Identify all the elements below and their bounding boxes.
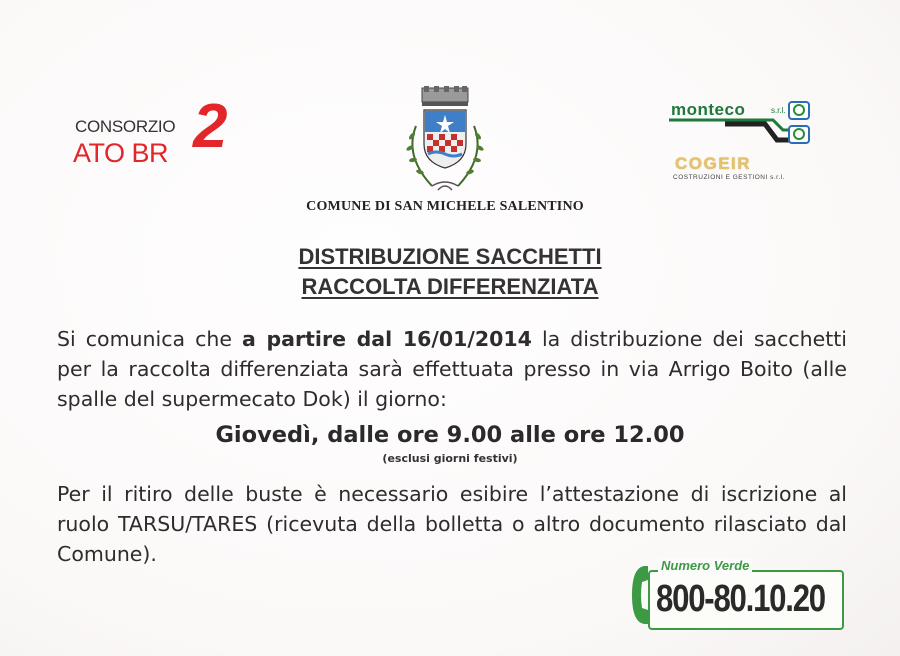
phone-handset-icon [628,562,654,628]
requirements-paragraph: Per il ritiro delle buste è necessario esibire l’attestazione di iscrizione al ruolo TARSU/TARES (ricevuta della bolletta o altro documento rilasciato dal Comune). [57,482,847,566]
p1-after: la distribuzione dei sacchetti per la raccolta differenziata sarà effettuata presso in via Arrigo Boito (alle spalle del supermecato Dok) il giorno: [57,327,847,411]
consorzio-number: 2 [193,92,228,161]
coat-of-arms-icon [398,86,492,198]
consorzio-line2: ATO BR [73,138,169,168]
numero-verde-label: Numero Verde [658,558,752,573]
monteco-cogeir-logo [665,96,825,186]
holiday-note: (esclusi giorni festivi) [382,452,518,465]
cogeir-name: COGEIR [675,154,752,173]
title-line2: RACCOLTA DIFFERENZIATA [301,274,599,299]
comune-heading: COMUNE DI SAN MICHELE SALENTINO [306,199,584,214]
consorzio-line1: CONSORZIO [75,117,176,136]
schedule-text: Giovedì, dalle ore 9.00 alle ore 12.00 [215,422,685,448]
monteco-name: monteco [671,100,746,119]
start-date-text: a partire dal 16/01/2014 [242,327,532,351]
cogeir-subtitle: COSTRUZIONI E GESTIONI s.r.l. [673,174,786,181]
monteco-suffix: s.r.l. [771,106,786,115]
notice-title [150,242,750,302]
consorzio-logo [70,92,240,175]
p1-before: Si comunica che [57,327,243,351]
numero-verde-badge [628,558,843,630]
title-line1: DISTRIBUZIONE SACCHETTI [298,244,602,269]
numero-verde-number: 800-80.10.20 [656,578,825,620]
distribution-paragraph [57,324,847,414]
monteco-swoosh-icon [665,96,825,152]
